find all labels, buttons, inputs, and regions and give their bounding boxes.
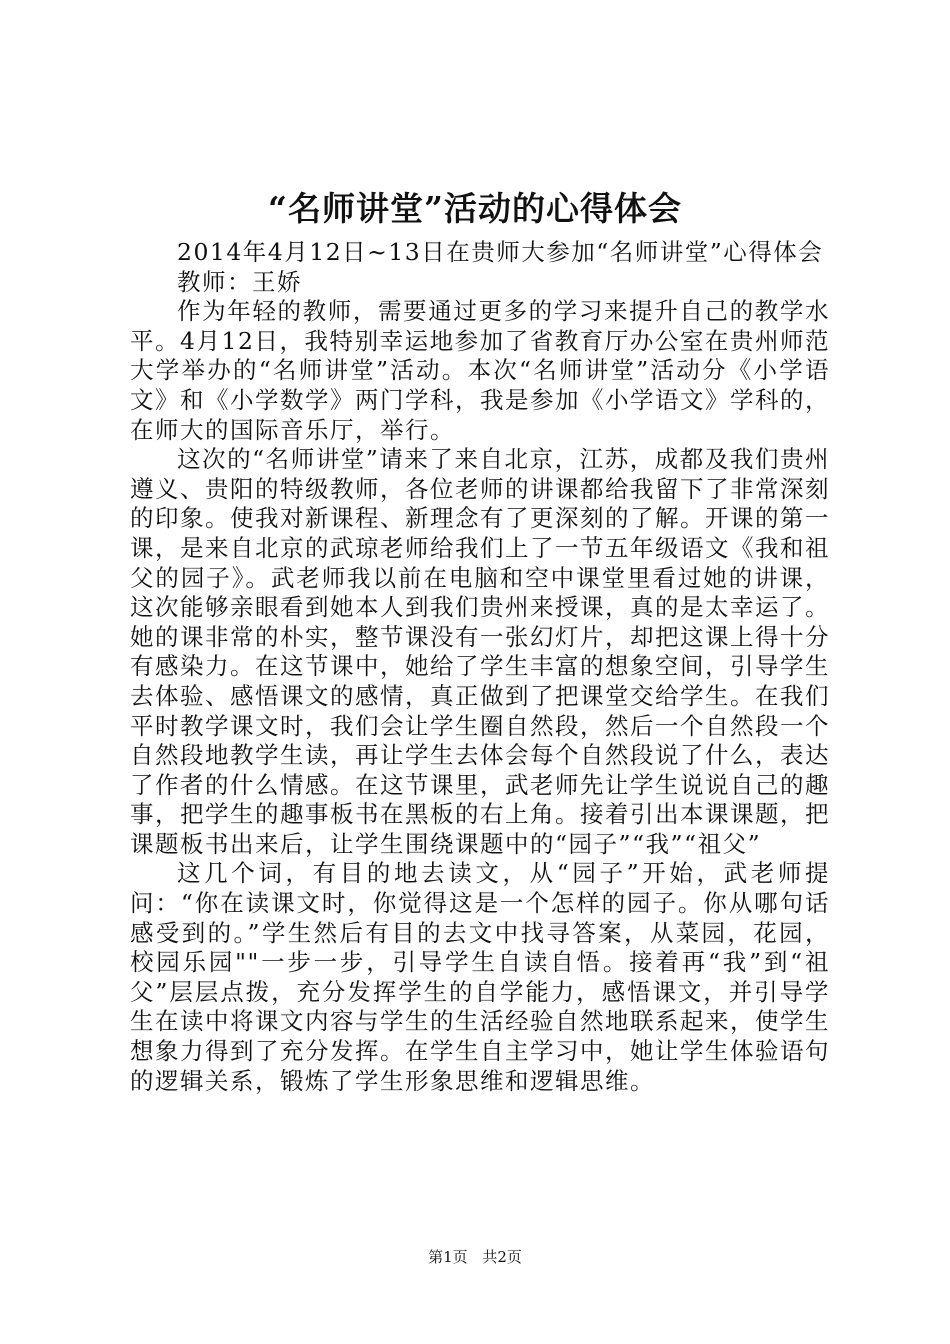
paragraph-teaching-method: 这几个词，有目的地去读文，从“园子”开始，武老师提问：“你在读课文时，你觉得这是一个怎样的园子。你从哪句话感受到的。”学生然后有目的去文中找寻答案，从菜园，花园，校园乐园""一步一步，引导学生自读自悟。接着再“我”到“祖父”层层点拨，充分发挥学生的自学能力，感悟课文，并引导学生在读中将课文内容与学生的生活经验自然地联系起来，使学生想象力得到了充分发挥。在学生自主学习中，她让学生体验语句的逻辑关系，锻炼了学生形象思维和逻辑思维。 [130, 859, 830, 1095]
document-title: “名师讲堂”活动的心得体会 [268, 189, 682, 228]
page-number-total: 共2页 [482, 1248, 522, 1266]
paragraph-date-line: 2014年4月12日~13日在贵师大参加“名师讲堂”心得体会 [177, 238, 824, 266]
page-footer [0, 1246, 950, 1267]
paragraph-author: 教师：王娇 [177, 267, 302, 296]
page-number-current: 第1页 [428, 1248, 468, 1266]
paragraph-lecture-description: 这次的“名师讲堂”请来了来自北京，江苏，成都及我们贵州遵义、贵阳的特级教师，各位老师的讲课都给我留下了非常深刻的印象。使我对新课程、新理念有了更深刻的了解。开课的第一课，是来自北京的武琼老师给我们上了一节五年级语文《我和祖父的园子》。武老师我以前在电脑和空中课堂里看过她的讲课，这次能够亲眼看到她本人到我们贵州来授课，真的是太幸运了。她的课非常的朴实，整节课没有一张幻灯片，却把这课上得十分有感染力。在这节课中，她给了学生丰富的想象空间，引导学生去体验、感悟课文的感情，真正做到了把课堂交给学生。在我们平时教学课文时，我们会让学生圈自然段，然后一个自然段一个自然段地教学生读，再让学生去体会每个自然段说了什么，表达了作者的什么情感。在这节课里，武老师先让学生说说自己的趣事，把学生的趣事板书在黑板的右上角。接着引出本课课题，把课题板书出来后，让学生围绕课题中的“园子”“我”“祖父” [130, 445, 830, 858]
document-body [130, 238, 830, 1096]
paragraph-intro: 作为年轻的教师，需要通过更多的学习来提升自己的教学水平。4月12日，我特别幸运地参加了省教育厅办公室在贵州师范大学举办的“名师讲堂”活动。本次“名师讲堂”活动分《小学语文》和《小学数学》两门学科，我是参加《小学语文》学科的，在师大的国际音乐厅，举行。 [130, 297, 830, 444]
